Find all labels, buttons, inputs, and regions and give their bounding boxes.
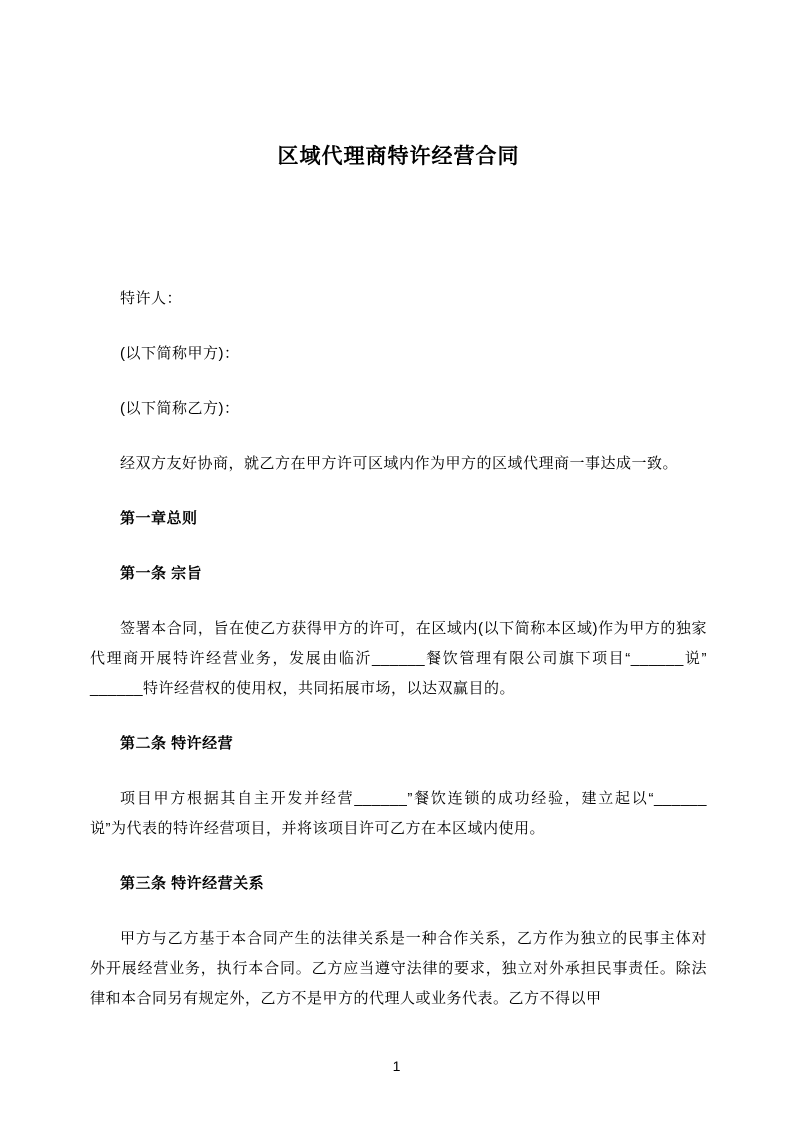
article-heading-2: 第二条 特许经营 bbox=[120, 735, 234, 752]
chapter-heading-1: 第一章总则 bbox=[120, 510, 198, 527]
paragraph-franchisor: 特许人： bbox=[120, 290, 183, 307]
page-number: 1 bbox=[392, 1058, 401, 1074]
article-heading-3: 第三条 特许经营关系 bbox=[120, 875, 265, 892]
paragraph-preamble: 经双方友好协商，就乙方在甲方许可区域内作为甲方的区域代理商一事达成一致。 bbox=[120, 455, 679, 472]
paragraph-party-b: (以下简称乙方)： bbox=[120, 400, 240, 417]
paragraph-party-a: (以下简称甲方)： bbox=[120, 345, 240, 362]
document-title: 区域代理商特许经营合同 bbox=[277, 145, 520, 168]
article-body-3: 甲方与乙方基于本合同产生的法律关系是一种合作关系，乙方作为独立的民事主体对外开展经营业务，执行本合同。乙方应当遵守法律的要求，独立对外承担民事责任。除法律和本合同另有规定外，乙方不是甲方的代理人或业务代表。乙方不得以甲 bbox=[90, 930, 707, 1007]
article-body-2: 项目甲方根据其自主开发并经营______”餐饮连锁的成功经验，建立起以“______说”为代表的特许经营项目，并将该项目许可乙方在本区域内使用。 bbox=[90, 790, 707, 837]
article-heading-1: 第一条 宗旨 bbox=[120, 565, 203, 582]
article-body-1: 签署本合同，旨在使乙方获得甲方的许可，在区域内(以下简称本区域)作为甲方的独家代理商开展特许经营业务，发展由临沂______餐饮管理有限公司旗下项目“______说” ______特许经营权的使用权，共同拓展市场，以达双赢目的。 bbox=[90, 620, 707, 697]
